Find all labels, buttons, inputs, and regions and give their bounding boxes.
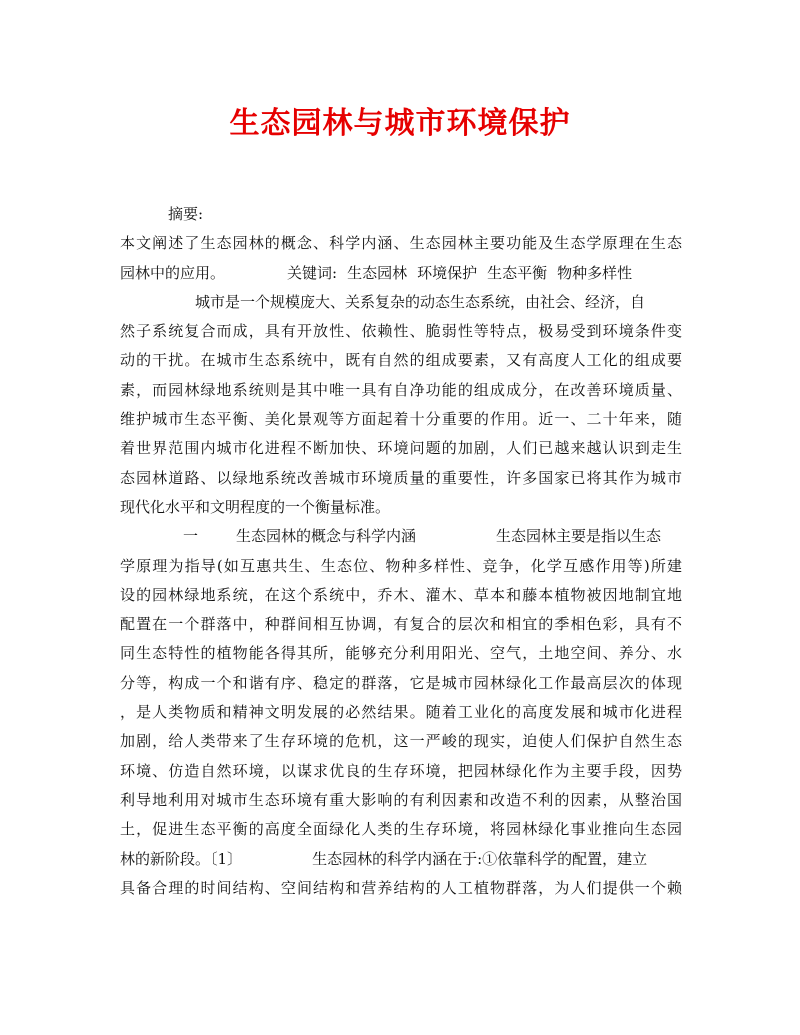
paragraph-line: 环境、仿造自然环境，以谋求优良的生存环境，把园林绿化作为主要手段，因势 [120,761,682,780]
paragraph-text: 城市是一个规模庞大、关系复杂的动态生态系统，由社会、经济，自 [195,292,646,311]
section-first-text: 生态园林主要是指以生态 [496,527,662,546]
section-heading-line [120,522,682,551]
abstract-line-end: 园林中的应用。 [120,263,226,282]
paragraph-line: 分等，构成一个和谐有序、稳定的群落，它是城市园林绿化工作最高层次的体现 [120,673,682,692]
document-title: 生态园林与城市环境保护 [229,106,571,141]
document-body [120,200,682,903]
abstract-label [120,200,682,229]
paragraph-line: 动的干扰。在城市生态系统中，既有自然的组成要素，又有高度人工化的组成要 [120,351,682,370]
abstract-label-text: 摘要: [168,205,204,223]
paragraph-text: 生态园林的科学内涵在于:①依靠科学的配置，建立 [312,849,648,868]
paragraph-line: 着世界范围内城市化进程不断加快、环境问题的加剧，人们已越来越认识到走生 [120,439,682,458]
paragraph-line: 素，而园林绿地系统则是其中唯一具有自净功能的组成成分，在改善环境质量、 [120,380,682,399]
section-number: 一 [182,527,198,546]
paragraph-line: 利导地利用对城市生态环境有重大影响的有利因素和改造不利的因素，从整治国 [120,790,682,809]
paragraph-line: ，是人类物质和精神文明发展的必然结果。随着工业化的高度发展和城市化进程 [120,703,682,722]
keyword-item: 生态平衡 [487,263,548,282]
paragraph-line: 现代化水平和文明程度的一个衡量标准。 [120,497,391,516]
keywords-label: 关键词: [287,263,338,282]
paragraph-line [120,288,682,317]
paragraph-line: 配置在一个群落中，种群间相互协调，有复合的层次和相宜的季相色彩，具有不 [120,615,682,634]
citation: 〔1〕 [210,849,243,868]
paragraph-text: 林的新阶段。 [120,849,211,868]
keyword-item: 环境保护 [417,263,478,282]
paragraph-line: 土，促进生态平衡的高度全面绿化人类的生存环境，将园林绿化事业推向生态园 [120,820,682,839]
paragraph-line: 学原理为指导(如互惠共生、生态位、物种多样性、竞争，化学互感作用等)所建 [120,556,682,575]
paragraph-line: 加剧，给人类带来了生存环境的危机，这一严峻的现实，迫使人们保护自然生态 [120,732,682,751]
paragraph-line: 然子系统复合而成，具有开放性、依赖性、脆弱性等特点，极易受到环境条件变 [120,322,682,341]
paragraph-line: 具备合理的时间结构、空间结构和营养结构的人工植物群落，为人们提供一个赖 [120,878,682,897]
abstract-keywords-line [120,259,682,288]
paragraph-line: 设的园林绿地系统，在这个系统中，乔木、灌木、草本和藤本植物被因地制宜地 [120,585,682,604]
keyword-item: 生态园林 [347,263,408,282]
paragraph-line: 同生态特性的植物能各得其所，能够充分利用阳光、空气，土地空间、养分、水 [120,644,682,663]
section-title: 生态园林的概念与科学内涵 [236,527,417,546]
paragraph-line [120,845,682,874]
keyword-item: 物种多样性 [557,263,633,282]
paragraph-line: 态园林道路、以绿地系统改善城市环境质量的重要性，许多国家已将其作为城市 [120,468,682,487]
abstract-line: 本文阐述了生态园林的概念、科学内涵、生态园林主要功能及生态学原理在生态 [120,234,682,253]
paragraph-line: 维护城市生态平衡、美化景观等方面起着十分重要的作用。近一、二十年来，随 [120,410,682,429]
